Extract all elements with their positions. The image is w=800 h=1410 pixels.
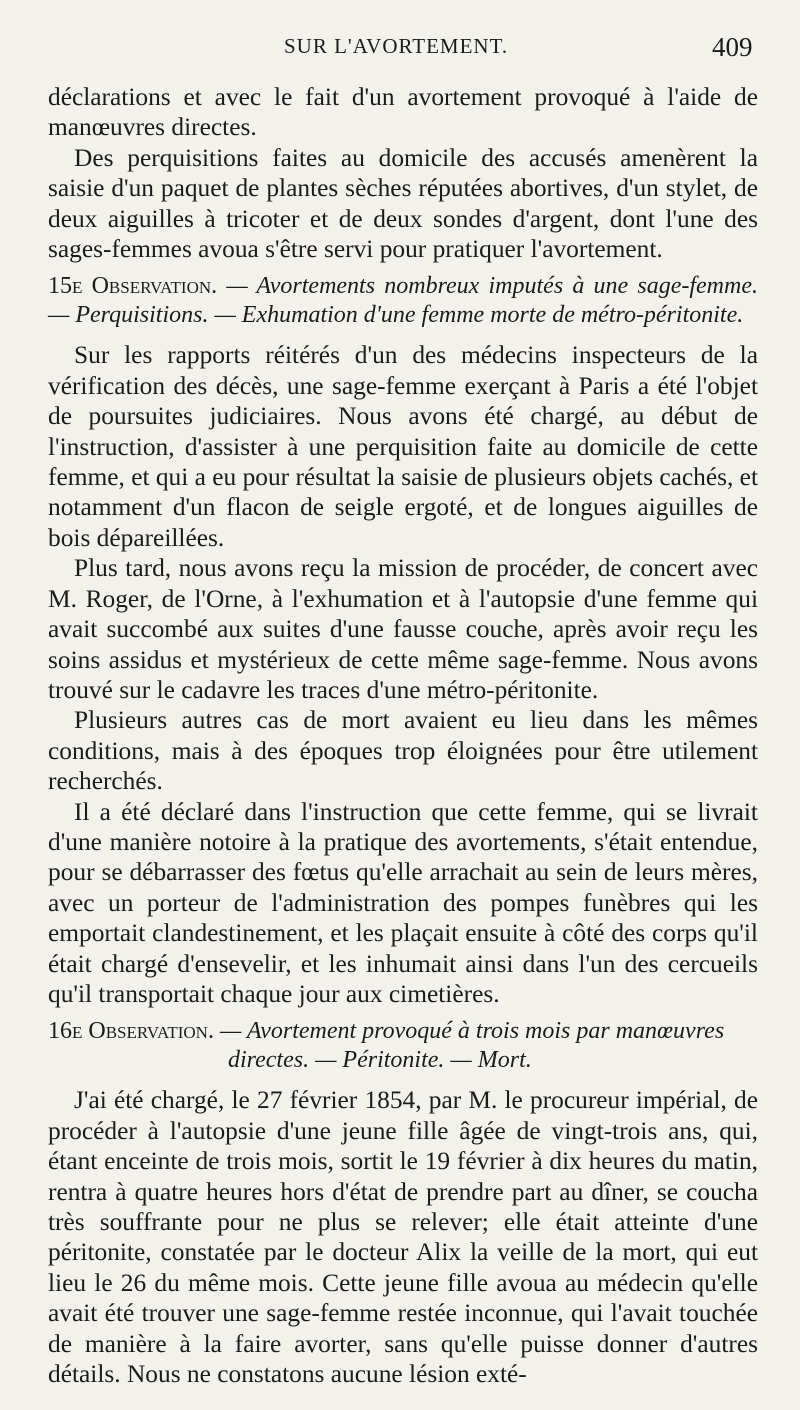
observation-title: — Avortement provoqué à trois mois par manœuvres: [219, 1018, 725, 1045]
paragraph: Plus tard, nous avons reçu la mission de procéder, de concert avec M. Roger, de l'Orne, à l'exhumation et à l'autopsie d'une femme qui avait succombé aux suites d'une fausse couche, après avoir reçu les soins assidus et mystérieux de cette même sage-femme. Nous avons trouvé sur le cadavre les traces d'une métro-péritonite.: [48, 554, 758, 704]
observation-label: 15e Observation.: [48, 273, 218, 300]
paragraph: J'ai été chargé, le 27 février 1854, par M. le procureur impérial, de procéder à l'autopsie d'une jeune fille âgée de vingt-trois ans, qui, étant enceinte de trois mois, sortit le 19 février à dix heures du matin, rentra à quatre heures hors d'état de prendre part au dîner, se coucha très souffrante pour ne plus se relever; elle était atteinte d'une péritonite, constatée par le docteur Alix la veille de la mort, qui eut lieu le 26 du même mois. Cette jeune fille avoua au médecin qu'elle avait été trouver une sage-femme restée inconnue, qui l'avait touchée de manière à la faire avorter, sans qu'elle puisse donner d'autres détails. Nous ne constatons aucune lésion exté-: [48, 1086, 758, 1389]
observation-title-continued: directes. — Péritonite. — Mort.: [228, 1047, 532, 1074]
page-header: [0, 34, 800, 74]
observation-heading: [48, 1017, 758, 1075]
observation-title: — Avortements nombreux imputés à une sage-femme. — Perquisitions. — Exhumation d'une femme morte de métro-péritonite.: [48, 273, 758, 329]
observation-heading: [48, 272, 758, 330]
paragraph: Sur les rapports réitérés d'un des médecins inspecteurs de la vérification des décès, une sage-femme exerçant à Paris a été l'objet de poursuites judiciaires. Nous avons été chargé, au début de l'instruction, d'assister à une perquisition faite au domicile de cette femme, et qui a eu pour résultat la saisie de plusieurs objets cachés, et notamment d'un flacon de seigle ergoté, et de longues aiguilles de bois dépareillées.: [48, 341, 758, 552]
page-body: [48, 82, 758, 1389]
paragraph: déclarations et avec le fait d'un avortement provoqué à l'aide de manœuvres directes.: [48, 83, 758, 142]
paragraph: Il a été déclaré dans l'instruction que cette femme, qui se livrait d'une manière notoire à la pratique des avortements, s'était entendue, pour se débarrasser des fœtus qu'elle arrachait au sein de leurs mères, avec un porteur de l'administration des pompes funèbres qui les emportait clandestinement, et les plaçait ensuite à côté des corps qu'il était chargé d'ensevelir, et les inhumait ainsi dans l'un des cercueils qu'il transportait chaque jour aux cimetières.: [48, 797, 758, 1008]
running-title: SUR L'AVORTEMENT.: [284, 34, 509, 58]
observation-label: 16e Observation.: [48, 1018, 214, 1045]
paragraph: Plusieurs autres cas de mort avaient eu lieu dans les mêmes conditions, mais à des époques trop éloignées pour être utilement recherchés.: [48, 706, 758, 796]
page-number: 409: [712, 32, 753, 62]
paragraph: Des perquisitions faites au domicile des accusés amenèrent la saisie d'un paquet de plantes sèches réputées abortives, d'un stylet, de deux aiguilles à tricoter et de deux sondes d'argent, dont l'une des sages-femmes avoua s'être servi pour pratiquer l'avortement.: [48, 143, 758, 264]
